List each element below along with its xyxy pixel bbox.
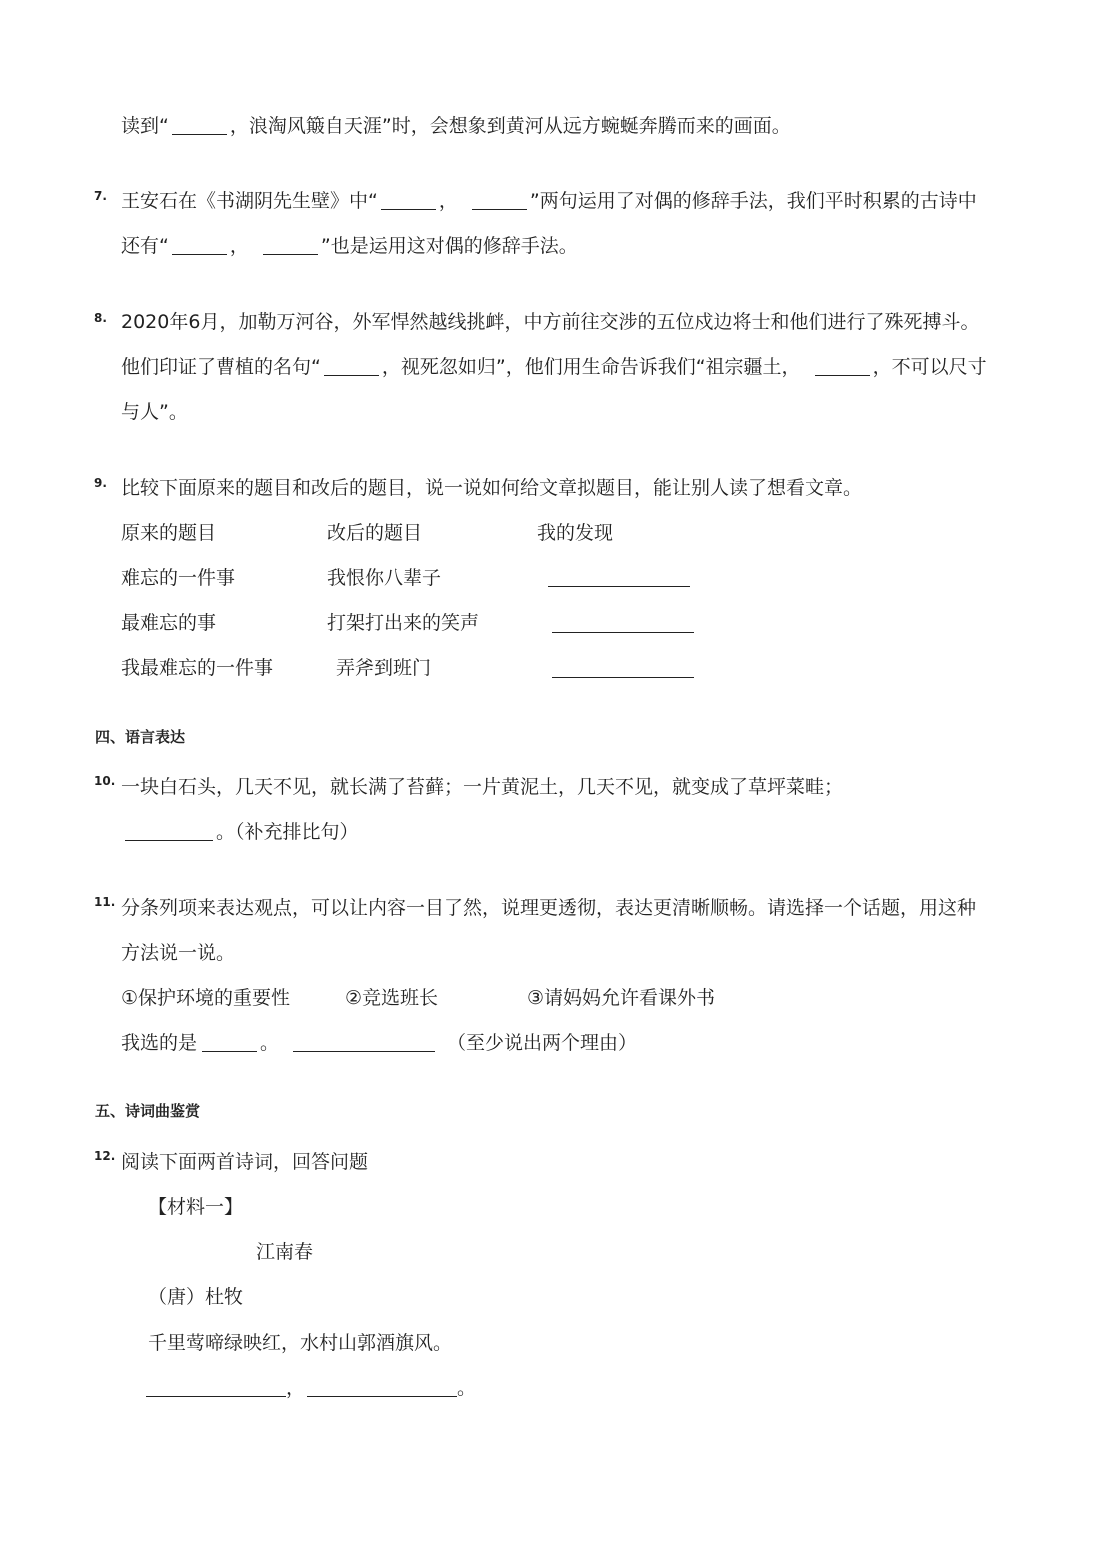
q11-l4-pre: 我选的是 xyxy=(121,1032,198,1054)
q6-post-text: ，浪淘风簸自天涯”时，会想象到黄河从远方蜿蜒奔腾而来的画面。 xyxy=(229,115,791,137)
q7-l1-pre: 王安石在《书湖阴先生壁》中“ xyxy=(121,190,378,212)
q7-number: 7. xyxy=(94,189,107,203)
q11-l4-mid: 。 xyxy=(260,1032,280,1054)
q7-l2-pre: 还有“ xyxy=(121,235,169,257)
q12-blank-2[interactable] xyxy=(307,1378,457,1397)
q10-answer-blank[interactable] xyxy=(125,822,213,841)
q12-material-label: 【材料一】 xyxy=(148,1196,244,1218)
q7-blank-2[interactable] xyxy=(472,191,527,210)
q9-row1-revised: 我恨你八辈子 xyxy=(327,567,442,589)
q12-number: 12. xyxy=(94,1149,116,1163)
q7-l2-post: ”也是运用这对偶的修辞手法。 xyxy=(320,235,578,257)
q7-l2-sep: ， xyxy=(229,235,249,257)
q7-l1-post: ”两句运用了对偶的修辞手法，我们平时积累的古诗中 xyxy=(529,190,977,212)
q9-row1-original: 难忘的一件事 xyxy=(121,567,236,589)
q7-blank-3[interactable] xyxy=(172,236,227,255)
q9-header-revised: 改后的题目 xyxy=(327,522,423,544)
q11-line-4 xyxy=(121,1031,637,1057)
q7-blank-4[interactable] xyxy=(263,236,318,255)
q8-l2-post: ，不可以尺寸 xyxy=(872,356,987,378)
q8-line-3: 与人”。 xyxy=(121,401,188,423)
q9-row3-revised: 弄斧到班门 xyxy=(336,657,432,679)
q11-reason-blank[interactable] xyxy=(293,1033,435,1052)
q12-blank-end: 。 xyxy=(457,1377,477,1399)
q9-row2-blank[interactable] xyxy=(552,632,694,633)
q11-option-1: ①保护环境的重要性 xyxy=(121,987,291,1009)
q11-option-2: ②竞选班长 xyxy=(345,987,439,1009)
q8-l2-mid: ，视死忽如归”，他们用生命告诉我们“祖宗疆土， xyxy=(381,356,801,378)
q8-l2-pre: 他们印证了曹植的名句“ xyxy=(121,356,321,378)
q9-row3-original: 我最难忘的一件事 xyxy=(121,657,274,679)
q6-answer-blank[interactable] xyxy=(172,116,227,135)
q9-header-finding: 我的发现 xyxy=(537,522,614,544)
q9-row3-blank[interactable] xyxy=(552,677,694,678)
q9-row2-original: 最难忘的事 xyxy=(121,612,217,634)
q7-line-1 xyxy=(121,189,977,215)
q12-poem-line-2 xyxy=(146,1376,476,1400)
q7-l1-sep: ， xyxy=(438,190,458,212)
q11-option-3: ③请妈妈允许看课外书 xyxy=(527,987,716,1009)
q8-blank-2[interactable] xyxy=(815,357,870,376)
q12-poem-title: 江南春 xyxy=(256,1241,314,1263)
q10-l2-post: 。（补充排比句） xyxy=(216,821,359,843)
section-4-heading: 四、语言表达 xyxy=(95,728,186,746)
q8-blank-1[interactable] xyxy=(324,357,379,376)
q12-blank-1[interactable] xyxy=(146,1378,286,1397)
q9-header-original: 原来的题目 xyxy=(121,522,217,544)
q9-row1-blank[interactable] xyxy=(548,586,690,587)
q12-poem-line-1: 千里莺啼绿映红，水村山郭酒旗风。 xyxy=(148,1332,453,1354)
q10-number: 10. xyxy=(94,774,116,788)
q9-number: 9. xyxy=(94,476,107,490)
q6-pre-text: 读到“ xyxy=(121,115,169,137)
q11-line-1: 分条列项来表达观点，可以让内容一目了然，说理更透彻，表达更清晰顺畅。请选择一个话题，用这种 xyxy=(121,897,977,919)
q8-line-2 xyxy=(121,355,987,381)
q11-l4-post: （至少说出两个理由） xyxy=(447,1032,638,1054)
q9-row2-revised: 打架打出来的笑声 xyxy=(327,612,480,634)
q10-line-2 xyxy=(121,820,359,846)
q11-line-2: 方法说一说。 xyxy=(121,942,236,964)
section-5-heading: 五、诗词曲鉴赏 xyxy=(95,1102,201,1120)
q11-number: 11. xyxy=(94,895,116,909)
q12-blank-sep: ， xyxy=(286,1377,306,1399)
q9-intro: 比较下面原来的题目和改后的题目，说一说如何给文章拟题目，能让别人读了想看文章。 xyxy=(121,477,863,499)
q12-intro: 阅读下面两首诗词，回答问题 xyxy=(121,1151,369,1173)
q7-line-2 xyxy=(121,234,578,260)
q8-number: 8. xyxy=(94,311,107,325)
q6-tail-line xyxy=(121,114,791,140)
q8-line-1: 2020年6月，加勒万河谷，外军悍然越线挑衅，中方前往交涉的五位戍边将士和他们进行了殊死搏斗。 xyxy=(121,311,980,333)
q10-line-1: 一块白石头，几天不见，就长满了苔藓；一片黄泥土，几天不见，就变成了草坪菜畦； xyxy=(121,776,844,798)
q11-choice-blank[interactable] xyxy=(202,1033,257,1052)
q12-poem-author: （唐）杜牧 xyxy=(148,1286,244,1308)
q7-blank-1[interactable] xyxy=(381,191,436,210)
